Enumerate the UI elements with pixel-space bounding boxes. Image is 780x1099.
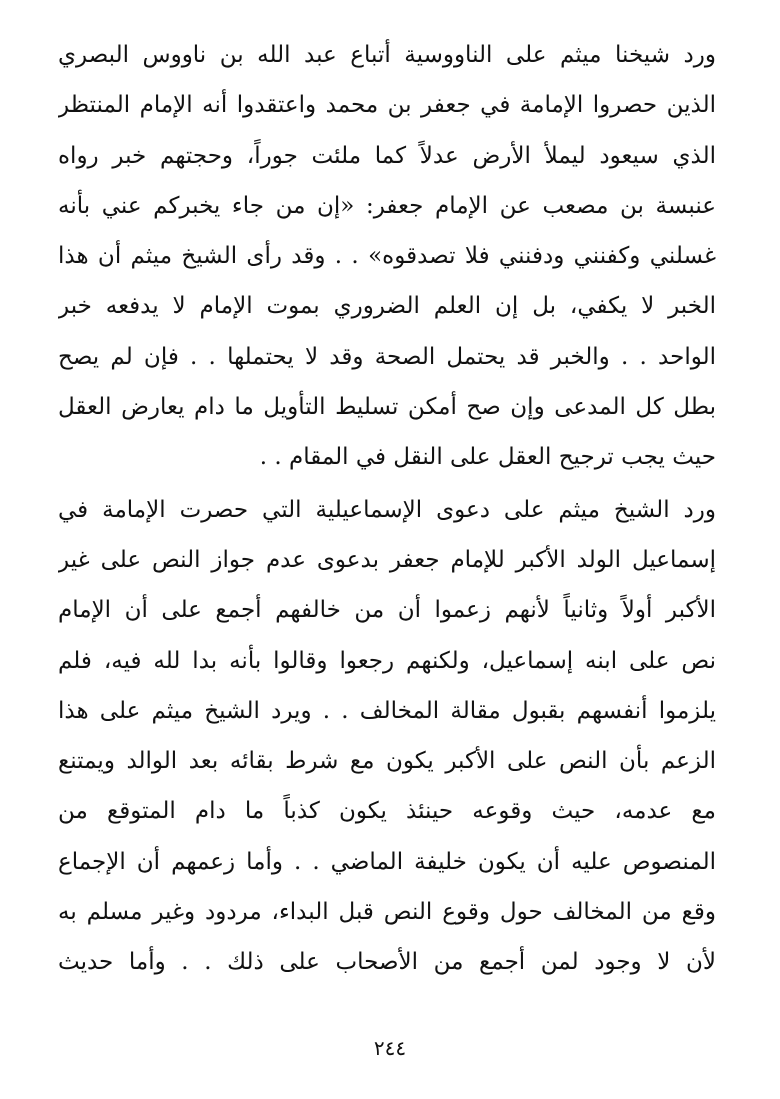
text-line: غسلني وكفنني ودفنني فلا تصدقوه» . . وقد رأى الشيخ ميثم أن هذا <box>58 243 716 270</box>
document-page <box>58 30 716 988</box>
text-line: وقع من المخالف حول وقوع النص قبل البداء، مردود وغير مسلم به <box>58 899 716 926</box>
page-number: ٢٤٤ <box>373 1036 407 1060</box>
text-line: الذين حصروا الإمامة في جعفر بن محمد واعتقدوا أنه الإمام المنتظر <box>58 92 716 119</box>
text-line: المنصوص عليه أن يكون خليفة الماضي . . وأما زعمهم أن الإجماع <box>58 848 716 875</box>
text-line: بطل كل المدعى وإن صح أمكن تسليط التأويل ما دام يعارض العقل <box>58 394 716 421</box>
text-line: الزعم بأن النص على الأكبر يكون مع شرط بقائه بعد الوالد ويمتنع <box>58 748 716 775</box>
text-line: الأكبر أولاً وثانياً لأنهم زعموا أن من خالفهم أجمع على أن الإمام <box>58 597 716 624</box>
text-line: عنبسة بن مصعب عن الإمام جعفر: «إن من جاء يخبركم عني بأنه <box>58 192 716 219</box>
text-line: ورد الشيخ ميثم على دعوى الإسماعيلية التي حصرت الإمامة في <box>58 496 716 523</box>
text-line: الذي سيعود ليملأ الأرض عدلاً كما ملئت جوراً، وحجتهم خبر رواه <box>58 142 716 169</box>
text-line: يلزموا أنفسهم بقبول مقالة المخالف . . ويرد الشيخ ميثم على هذا <box>58 697 716 724</box>
text-line: مع عدمه، حيث وقوعه حينئذ يكون كذباً ما دام المتوقع من <box>58 798 716 825</box>
text-line: ورد شيخنا ميثم على الناووسية أتباع عبد الله بن ناووس البصري <box>58 42 716 68</box>
paragraph-ismailiyya <box>58 485 716 988</box>
text-line: نص على ابنه إسماعيل، ولكنهم رجعوا وقالوا بأنه بدا لله فيه، فلم <box>58 647 716 674</box>
text-line: حيث يجب ترجيح العقل على النقل في المقام . . <box>259 444 716 471</box>
text-line: الخبر لا يكفي، بل إن العلم الضروري بموت الإمام لا يدفعه خبر <box>58 293 716 320</box>
text-line: إسماعيل الولد الأكبر للإمام جعفر بدعوى عدم جواز النص على غير <box>58 546 716 573</box>
text-line: لأن لا وجود لمن أجمع من الأصحاب على ذلك . . وأما حديث <box>58 949 716 976</box>
paragraph-naawusiyya <box>58 30 716 483</box>
text-line: الواحد . . والخبر قد يحتمل الصحة وقد لا يحتملها . . فإن لم يصح <box>58 343 716 370</box>
